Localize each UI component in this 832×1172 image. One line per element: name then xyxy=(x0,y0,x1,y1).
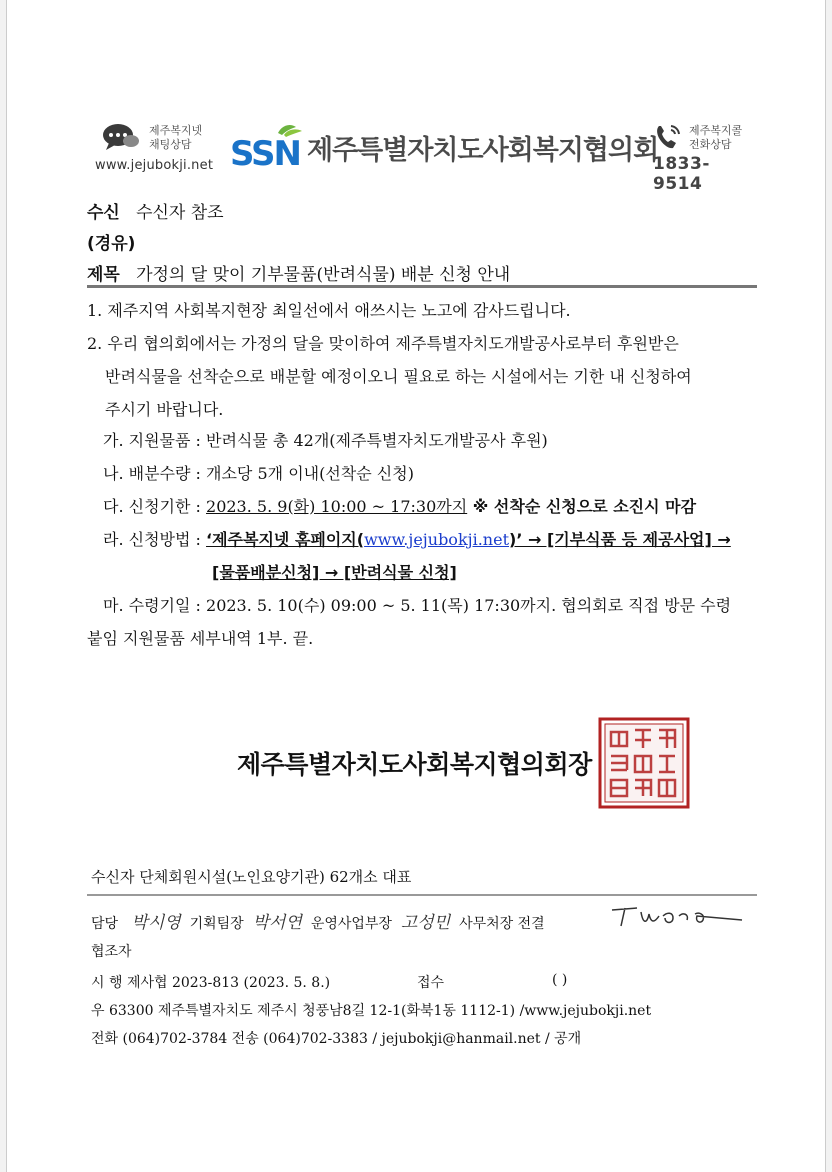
contact-line: 전화 (064)702-3784 전송 (064)702-3383 / jejubokji@hanmail.net / 공개 xyxy=(91,1031,582,1047)
subject-value: 가정의 달 맞이 기부물품(반려식물) 배분 신청 안내 xyxy=(136,265,511,285)
reception-value: ( ) xyxy=(552,972,568,988)
chat-consult-block xyxy=(95,120,225,176)
phone-number: 1833-9514 xyxy=(653,154,710,194)
body-item-2-line3: 주시기 바랍니다. xyxy=(105,400,224,419)
sub-item-da xyxy=(103,497,696,517)
website-url: www.jejubokji.net xyxy=(95,158,214,173)
sub-item-ma: 마. 수령기일 : 2023. 5. 10(수) 09:00 ~ 5. 11(목) 17:30까지. 협의회로 직접 방문 수령 xyxy=(103,596,732,615)
phone-consult-label: 제주복지콜 전화상담 xyxy=(689,124,743,151)
ra-prefix: 라. 신청방법 : xyxy=(103,530,207,549)
chat-consult-label: 제주복지넷 채팅상담 xyxy=(149,124,203,151)
recipient-value: 수신자 참조 xyxy=(136,203,224,223)
org-title: 제주특별자치도사회복지협의회 xyxy=(307,135,659,166)
da-prefix: 다. 신청기한 : xyxy=(103,497,207,516)
reception-label: 접수 xyxy=(417,975,445,991)
ra-path-part1: ‘제주복지넷 홈페이지( xyxy=(206,530,365,549)
da-date: 2023. 5. 9(화) 10:00 ~ 17:30까지 xyxy=(206,497,468,516)
document-page xyxy=(6,0,826,1172)
sub-item-na: 나. 배분수량 : 개소당 5개 이내(선착순 신청) xyxy=(103,464,414,483)
sub-item-ra xyxy=(103,530,731,550)
ra-path-part3: [물품배분신청] → [반려식물 신청] xyxy=(212,563,457,582)
via-label: (경유) xyxy=(87,234,136,254)
subject-line xyxy=(87,260,510,285)
secretary-general-label: 사무처장 전결 xyxy=(459,916,545,932)
recipients-list: 수신자 단체회원시설(노인요양기관) 62개소 대표 xyxy=(91,868,412,886)
footer-divider xyxy=(87,894,757,896)
official-seal xyxy=(597,716,691,810)
collaborator-line: 협조자 xyxy=(91,944,132,960)
sender-name: 제주특별자치도사회복지협의회장 xyxy=(237,750,592,779)
divider xyxy=(87,285,757,288)
enforcement-line: 시 행 제사협 2023-813 (2023. 5. 8.) xyxy=(91,975,331,991)
letterhead xyxy=(7,115,827,194)
phone-icon xyxy=(653,122,683,152)
secretary-general-signature xyxy=(607,902,747,930)
team-leader-label: 기획팀장 xyxy=(189,916,244,932)
jejubokji-link[interactable]: www.jejubokji.net xyxy=(364,530,509,549)
ssn-logo-text: SSN xyxy=(230,134,300,167)
team-leader-signature: 박서연 xyxy=(252,913,302,933)
address-line: 우 63300 제주특별자치도 제주시 청풍남8길 12-1(화북1동 1112-1) /www.jejubokji.net xyxy=(91,1003,652,1019)
sub-item-ga: 가. 지원물품 : 반려식물 총 42개(제주특별자치도개발공사 후원) xyxy=(103,431,548,450)
ssn-logo xyxy=(230,123,310,167)
body-item-2-line2: 반려식물을 선착순으로 배분할 예정이오니 필요로 하는 시설에서는 기한 내 신청하여 xyxy=(105,367,692,386)
phone-consult-block xyxy=(649,120,759,194)
recipient-line xyxy=(87,198,224,223)
chat-bubble-icon xyxy=(101,122,141,152)
ops-manager-label: 운영사업부장 xyxy=(310,916,392,932)
subject-label: 제목 xyxy=(87,265,120,285)
da-note: ※ 선착순 신청으로 소진시 마감 xyxy=(467,497,697,516)
body-item-1: 1. 제주지역 사회복지현장 최일선에서 애쓰시는 노고에 감사드립니다. xyxy=(87,301,571,320)
ops-manager-signature: 고성민 xyxy=(400,913,451,933)
staff-signature: 박시영 xyxy=(131,913,181,933)
approval-line xyxy=(91,908,545,933)
via-line xyxy=(87,229,135,254)
recipient-label: 수신 xyxy=(87,203,120,223)
ra-path-part2: )’ → [기부식품 등 제공사업] → xyxy=(509,530,731,549)
body-item-2-line1: 2. 우리 협의회에서는 가정의 달을 맞이하여 제주특별자치도개발공사로부터 후원받은 xyxy=(87,334,679,353)
attachment-line: 붙임 지원물품 세부내역 1부. 끝. xyxy=(87,629,314,648)
approval-label: 담당 xyxy=(91,916,119,932)
